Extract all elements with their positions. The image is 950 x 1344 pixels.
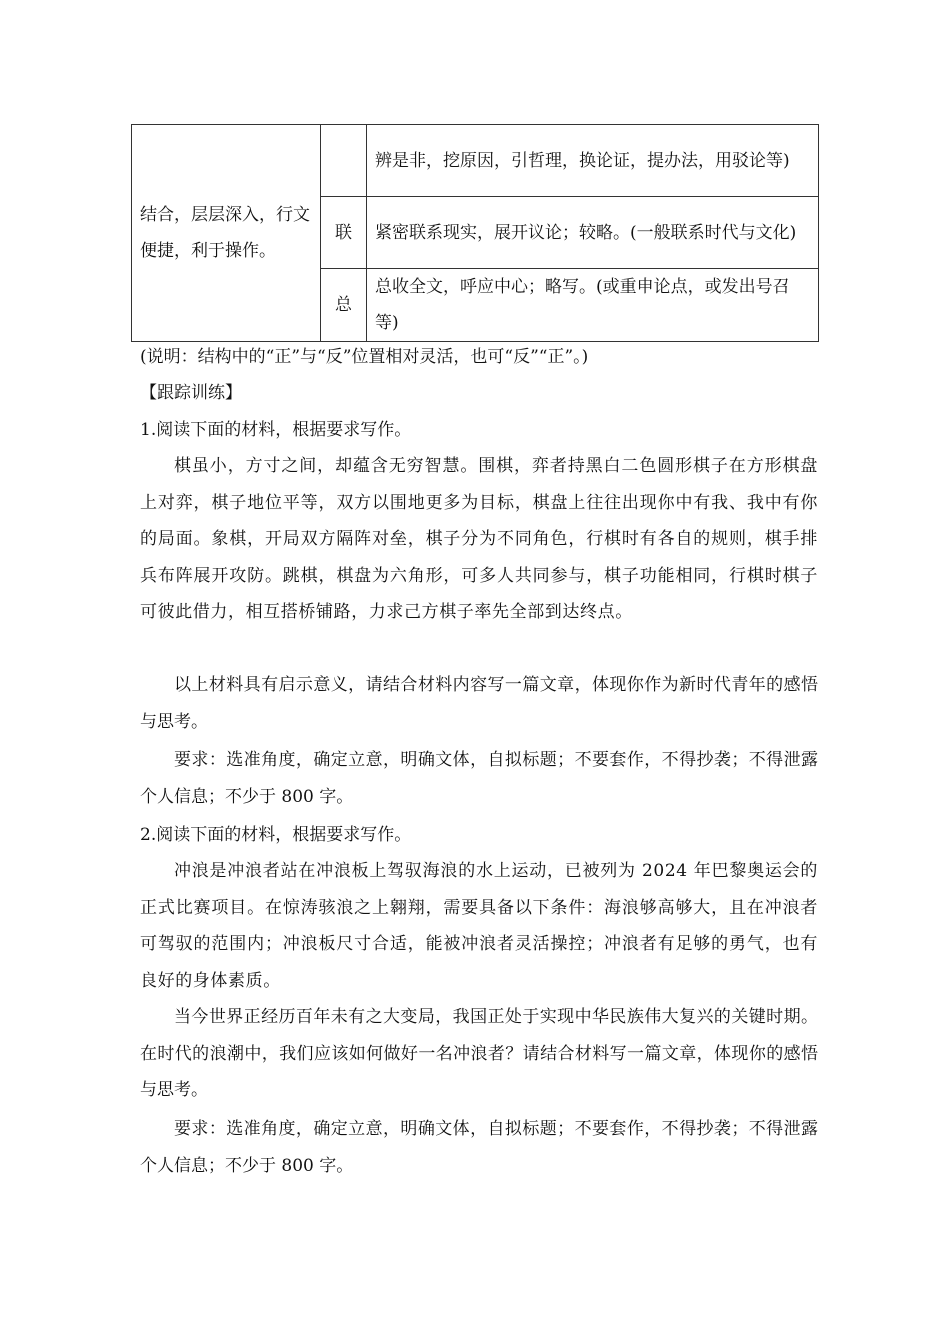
question-1-prompt: 1.阅读下面的材料，根据要求写作。 xyxy=(140,420,412,440)
structure-table xyxy=(131,124,819,342)
question-2-material: 冲浪是冲浪者站在冲浪板上驾驭海浪的水上运动，已被列为 2024 年巴黎奥运会的正式比赛项目。在惊涛骇浪之上翱翔，需要具备以下条件：海浪够高够大，且在冲浪者可驾驭的范围内；冲浪板尺寸合适，能被冲浪者灵活操控；冲浪者有足够的勇气，也有良好的身体素质。 xyxy=(140,861,818,991)
table-content-cell: 总收全文，呼应中心；略写。(或重申论点，或发出号召等) xyxy=(367,269,819,342)
question-2-requirement: 要求：选准角度，确定立意，明确文体，自拟标题；不要套作，不得抄袭；不得泄露个人信息；不少于 800 字。 xyxy=(140,1119,818,1176)
table-left-cell: 结合，层层深入，行文便捷，利于操作。 xyxy=(132,125,321,342)
table-label-cell: 联 xyxy=(321,197,367,269)
question-2-task: 当今世界正经历百年未有之大变局，我国正处于实现中华民族伟大复兴的关键时期。在时代的浪潮中，我们应该如何做好一名冲浪者？请结合材料写一篇文章，体现你的感悟与思考。 xyxy=(140,1007,818,1100)
table-row xyxy=(132,125,819,197)
question-1-material: 棋虽小，方寸之间，却蕴含无穷智慧。围棋，弈者持黑白二色圆形棋子在方形棋盘上对弈，棋子地位平等，双方以围地更多为目标，棋盘上往往出现你中有我、我中有你的局面。象棋，开局双方隔阵对垒，棋子分为不同角色，行棋时有各自的规则，棋手排兵布阵展开攻防。跳棋，棋盘为六角形，可多人共同参与，棋子功能相同，行棋时棋子可彼此借力，相互搭桥铺路，力求己方棋子率先全部到达终点。 xyxy=(140,456,818,622)
table-content-cell: 辨是非，挖原因，引哲理，换论证，提办法，用驳论等) xyxy=(367,125,819,197)
question-2-prompt: 2.阅读下面的材料，根据要求写作。 xyxy=(140,825,412,845)
question-1-task: 以上材料具有启示意义，请结合材料内容写一篇文章，体现你作为新时代青年的感悟与思考。 xyxy=(140,675,818,732)
table-label-cell: 总 xyxy=(321,269,367,342)
structure-note: (说明：结构中的“正”与“反”位置相对灵活，也可“反”“正”。) xyxy=(140,347,589,367)
table-label-cell xyxy=(321,125,367,197)
section-title: 【跟踪训练】 xyxy=(140,383,242,403)
table-content-cell: 紧密联系现实，展开议论；较略。(一般联系时代与文化) xyxy=(367,197,819,269)
question-1-requirement: 要求：选准角度，确定立意，明确文体，自拟标题；不要套作，不得抄袭；不得泄露个人信息；不少于 800 字。 xyxy=(140,750,818,807)
